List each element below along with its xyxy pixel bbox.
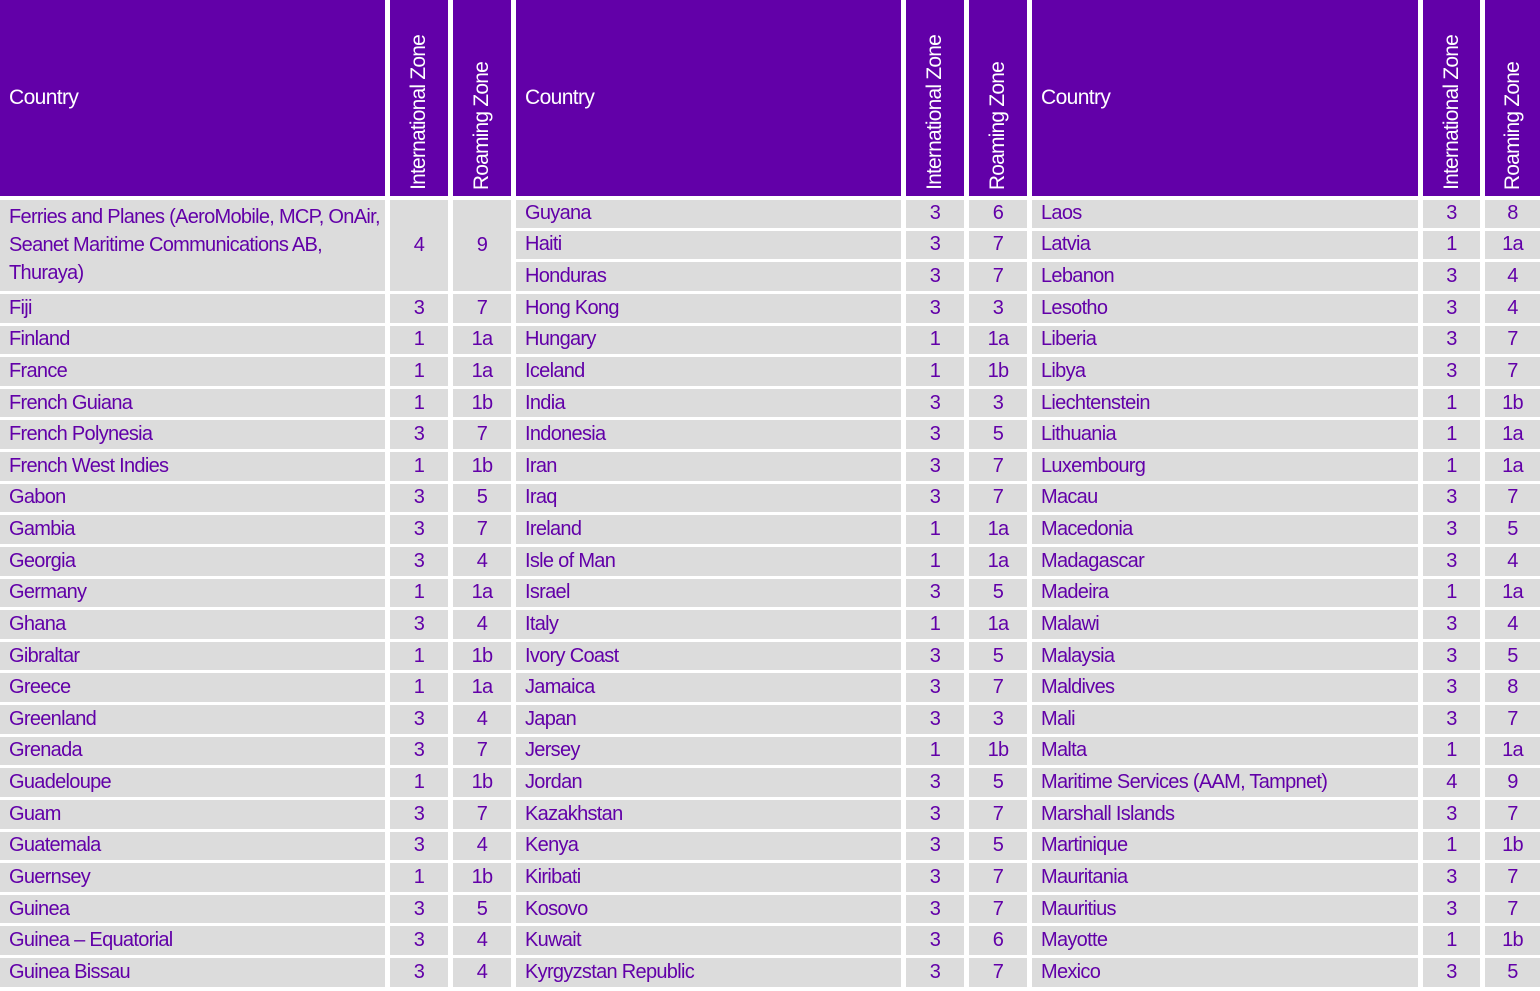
international-zone-cell: 3 [1423, 326, 1480, 355]
header-roaming-zone-label: Roaming Zone [986, 61, 1009, 190]
roaming-zones-table-3 [1032, 0, 1540, 987]
roaming-zone-cell: 1a [969, 515, 1027, 544]
international-zone-cell: 3 [1423, 515, 1480, 544]
header-international-zone [390, 0, 448, 196]
country-cell: Kosovo [516, 895, 901, 924]
roaming-zone-cell: 5 [969, 832, 1027, 861]
international-zone-cell: 1 [390, 863, 448, 892]
roaming-zone-cell: 7 [969, 673, 1027, 702]
header-roaming-zone-label: Roaming Zone [470, 61, 493, 190]
roaming-zone-cell: 5 [453, 484, 511, 513]
header-international-zone-label: International Zone [407, 35, 430, 190]
roaming-zone-cell: 1a [969, 326, 1027, 355]
international-zone-cell: 3 [906, 452, 964, 481]
country-cell: Laos [1032, 200, 1418, 228]
international-zone-cell: 1 [906, 326, 964, 355]
international-zone-cell: 1 [906, 515, 964, 544]
international-zone-cell: 3 [1423, 895, 1480, 924]
roaming-zone-cell: 1a [1485, 737, 1540, 766]
international-zone-cell: 3 [390, 294, 448, 323]
country-cell: Mauritania [1032, 863, 1418, 892]
roaming-zone-cell: 7 [1485, 326, 1540, 355]
country-cell: Malawi [1032, 610, 1418, 639]
country-cell: Ivory Coast [516, 642, 901, 671]
international-zone-cell: 3 [390, 705, 448, 734]
country-cell: Mali [1032, 705, 1418, 734]
international-zone-cell: 3 [1423, 800, 1480, 829]
header-international-zone-label: International Zone [923, 35, 946, 190]
roaming-zone-cell: 7 [1485, 484, 1540, 513]
roaming-zone-cell: 4 [453, 547, 511, 576]
roaming-zone-cell: 6 [969, 926, 1027, 955]
roaming-zone-cell: 1b [453, 389, 511, 418]
roaming-zone-cell: 1b [969, 357, 1027, 386]
country-cell: Grenada [0, 737, 385, 766]
country-cell: Madagascar [1032, 547, 1418, 576]
country-cell: Guadeloupe [0, 768, 385, 797]
country-cell: Jordan [516, 768, 901, 797]
roaming-zone-cell: 5 [969, 420, 1027, 449]
country-cell: Malaysia [1032, 642, 1418, 671]
roaming-zones-table-1 [0, 0, 511, 987]
international-zone-cell: 3 [906, 389, 964, 418]
country-cell: Japan [516, 705, 901, 734]
roaming-zone-cell: 9 [1485, 768, 1540, 797]
international-zone-cell: 3 [1423, 642, 1480, 671]
roaming-zone-cell: 5 [1485, 642, 1540, 671]
country-cell: Finland [0, 326, 385, 355]
country-cell: Guinea [0, 895, 385, 924]
country-cell: Latvia [1032, 231, 1418, 260]
country-cell: Maldives [1032, 673, 1418, 702]
international-zone-cell: 1 [1423, 420, 1480, 449]
country-cell: Liberia [1032, 326, 1418, 355]
roaming-zone-cell: 5 [453, 895, 511, 924]
roaming-zone-cell: 1a [453, 579, 511, 608]
roaming-zone-cell: 7 [969, 484, 1027, 513]
roaming-zone-cell: 7 [1485, 895, 1540, 924]
roaming-zone-cell: 4 [453, 926, 511, 955]
international-zone-cell: 1 [1423, 389, 1480, 418]
roaming-zone-cell: 7 [969, 452, 1027, 481]
country-cell: Kenya [516, 832, 901, 861]
international-zone-cell: 3 [906, 673, 964, 702]
country-cell: Hong Kong [516, 294, 901, 323]
header-roaming-zone-label: Roaming Zone [1500, 61, 1524, 190]
international-zone-cell: 1 [390, 357, 448, 386]
country-cell: Greenland [0, 705, 385, 734]
roaming-zone-cell: 4 [453, 705, 511, 734]
country-cell: Macedonia [1032, 515, 1418, 544]
country-cell: Lithuania [1032, 420, 1418, 449]
country-cell: India [516, 389, 901, 418]
roaming-zone-cell: 1b [1485, 926, 1540, 955]
header-country: Country [516, 0, 901, 196]
international-zone-cell: 1 [390, 389, 448, 418]
roaming-zone-cell: 5 [1485, 515, 1540, 544]
roaming-zone-cell: 4 [1485, 547, 1540, 576]
country-cell: Fiji [0, 294, 385, 323]
country-cell: Honduras [516, 262, 901, 291]
roaming-zone-cell: 9 [453, 200, 511, 291]
country-cell: Haiti [516, 231, 901, 260]
international-zone-cell: 3 [1423, 547, 1480, 576]
international-zone-cell: 1 [1423, 737, 1480, 766]
roaming-zone-cell: 7 [1485, 800, 1540, 829]
international-zone-cell: 3 [906, 484, 964, 513]
international-zone-cell: 1 [906, 357, 964, 386]
international-zone-cell: 1 [390, 642, 448, 671]
roaming-zone-cell: 1a [1485, 452, 1540, 481]
international-zone-cell: 3 [390, 610, 448, 639]
international-zone-cell: 3 [906, 895, 964, 924]
roaming-zone-cell: 1a [1485, 579, 1540, 608]
header-roaming-zone [453, 0, 511, 196]
roaming-zone-cell: 4 [453, 832, 511, 861]
roaming-zone-cell: 1a [969, 547, 1027, 576]
international-zone-cell: 3 [1423, 200, 1480, 228]
roaming-zone-cell: 1a [1485, 420, 1540, 449]
roaming-zone-cell: 3 [969, 294, 1027, 323]
international-zone-cell: 3 [1423, 357, 1480, 386]
international-zone-cell: 3 [1423, 705, 1480, 734]
international-zone-cell: 1 [390, 579, 448, 608]
roaming-zone-cell: 7 [969, 262, 1027, 291]
international-zone-cell: 3 [906, 863, 964, 892]
international-zone-cell: 3 [1423, 484, 1480, 513]
international-zone-cell: 3 [906, 262, 964, 291]
roaming-zone-cell: 5 [1485, 958, 1540, 987]
roaming-zone-cell: 3 [969, 705, 1027, 734]
roaming-zone-cell: 7 [453, 294, 511, 323]
header-international-zone [906, 0, 964, 196]
roaming-zone-cell: 1b [1485, 389, 1540, 418]
country-cell: Guyana [516, 200, 901, 228]
country-cell: Kazakhstan [516, 800, 901, 829]
international-zone-cell: 3 [390, 420, 448, 449]
country-cell: Ghana [0, 610, 385, 639]
roaming-zone-cell: 7 [1485, 705, 1540, 734]
country-cell: Mayotte [1032, 926, 1418, 955]
roaming-zone-cell: 1b [453, 642, 511, 671]
country-cell: French Guiana [0, 389, 385, 418]
international-zone-cell: 3 [906, 642, 964, 671]
country-cell: French Polynesia [0, 420, 385, 449]
international-zone-cell: 4 [1423, 768, 1480, 797]
country-cell: Gibraltar [0, 642, 385, 671]
roaming-zone-cell: 1b [969, 737, 1027, 766]
roaming-zone-cell: 5 [969, 642, 1027, 671]
country-cell: Macau [1032, 484, 1418, 513]
roaming-zone-cell: 1b [453, 768, 511, 797]
country-cell: Martinique [1032, 832, 1418, 861]
international-zone-cell: 1 [906, 610, 964, 639]
header-country: Country [0, 0, 385, 196]
international-zone-cell: 3 [906, 832, 964, 861]
roaming-zone-cell: 7 [1485, 863, 1540, 892]
country-cell: French West Indies [0, 452, 385, 481]
roaming-zone-cell: 7 [969, 895, 1027, 924]
international-zone-cell: 3 [390, 484, 448, 513]
country-cell: Indonesia [516, 420, 901, 449]
roaming-zone-cell: 1b [1485, 832, 1540, 861]
country-cell: Madeira [1032, 579, 1418, 608]
roaming-zone-cell: 7 [969, 231, 1027, 260]
roaming-zone-cell: 7 [453, 737, 511, 766]
header-international-zone-label: International Zone [1439, 35, 1463, 190]
country-cell: Israel [516, 579, 901, 608]
international-zone-cell: 1 [390, 326, 448, 355]
country-cell: Iran [516, 452, 901, 481]
country-cell: Kiribati [516, 863, 901, 892]
international-zone-cell: 1 [906, 737, 964, 766]
international-zone-cell: 3 [1423, 610, 1480, 639]
international-zone-cell: 4 [390, 200, 448, 291]
international-zone-cell: 3 [906, 800, 964, 829]
country-cell: Gambia [0, 515, 385, 544]
international-zone-cell: 1 [1423, 452, 1480, 481]
header-roaming-zone [969, 0, 1027, 196]
country-cell: Guinea Bissau [0, 958, 385, 987]
roaming-zone-cell: 5 [969, 579, 1027, 608]
country-cell: Jamaica [516, 673, 901, 702]
roaming-zone-cell: 1a [453, 326, 511, 355]
country-cell: Liechtenstein [1032, 389, 1418, 418]
roaming-zone-cell: 4 [453, 958, 511, 987]
international-zone-cell: 1 [1423, 579, 1480, 608]
international-zone-cell: 1 [1423, 926, 1480, 955]
country-cell: Italy [516, 610, 901, 639]
country-cell: Malta [1032, 737, 1418, 766]
roaming-zone-cell: 4 [453, 610, 511, 639]
roaming-zones-table-2 [516, 0, 1027, 987]
international-zone-cell: 1 [390, 452, 448, 481]
roaming-zone-cell: 1b [453, 863, 511, 892]
roaming-zone-cell: 1b [453, 452, 511, 481]
country-cell: Ireland [516, 515, 901, 544]
international-zone-cell: 3 [906, 231, 964, 260]
roaming-zone-cell: 4 [1485, 294, 1540, 323]
roaming-zone-cell: 7 [453, 800, 511, 829]
country-cell: Kyrgyzstan Republic [516, 958, 901, 987]
country-cell: Kuwait [516, 926, 901, 955]
international-zone-cell: 3 [390, 547, 448, 576]
international-zone-cell: 3 [390, 832, 448, 861]
international-zone-cell: 1 [1423, 231, 1480, 260]
country-cell: Mexico [1032, 958, 1418, 987]
country-cell: Greece [0, 673, 385, 702]
international-zone-cell: 3 [1423, 262, 1480, 291]
international-zone-cell: 3 [906, 705, 964, 734]
country-cell: Jersey [516, 737, 901, 766]
international-zone-cell: 3 [1423, 673, 1480, 702]
international-zone-cell: 3 [390, 958, 448, 987]
international-zone-cell: 3 [906, 294, 964, 323]
roaming-zone-cell: 7 [969, 863, 1027, 892]
country-cell: Lebanon [1032, 262, 1418, 291]
international-zone-cell: 3 [1423, 863, 1480, 892]
roaming-zone-cell: 8 [1485, 200, 1540, 228]
country-cell: Guinea – Equatorial [0, 926, 385, 955]
country-cell: Marshall Islands [1032, 800, 1418, 829]
international-zone-cell: 1 [1423, 832, 1480, 861]
country-cell: Guam [0, 800, 385, 829]
country-cell: Guatemala [0, 832, 385, 861]
roaming-zone-cell: 1a [453, 357, 511, 386]
roaming-zone-cell: 1a [969, 610, 1027, 639]
international-zone-cell: 3 [1423, 294, 1480, 323]
country-cell: Maritime Services (AAM, Tampnet) [1032, 768, 1418, 797]
roaming-zone-cell: 4 [1485, 262, 1540, 291]
international-zone-cell: 3 [906, 958, 964, 987]
international-zone-cell: 3 [390, 515, 448, 544]
roaming-zone-cell: 1a [453, 673, 511, 702]
international-zone-cell: 3 [906, 926, 964, 955]
international-zone-cell: 3 [906, 579, 964, 608]
country-cell: Gabon [0, 484, 385, 513]
country-cell: Lesotho [1032, 294, 1418, 323]
roaming-zone-cell: 5 [969, 768, 1027, 797]
country-cell: Germany [0, 579, 385, 608]
international-zone-cell: 3 [390, 926, 448, 955]
international-zone-cell: 3 [1423, 958, 1480, 987]
international-zone-cell: 3 [390, 737, 448, 766]
country-cell: Libya [1032, 357, 1418, 386]
international-zone-cell: 1 [390, 673, 448, 702]
header-roaming-zone [1485, 0, 1540, 196]
roaming-zone-cell: 6 [969, 200, 1027, 228]
country-cell: France [0, 357, 385, 386]
roaming-zone-cell: 7 [969, 958, 1027, 987]
header-international-zone [1423, 0, 1480, 196]
roaming-zone-cell: 7 [969, 800, 1027, 829]
international-zone-cell: 3 [906, 420, 964, 449]
country-cell: Mauritius [1032, 895, 1418, 924]
international-zone-cell: 3 [390, 895, 448, 924]
country-cell: Isle of Man [516, 547, 901, 576]
international-zone-cell: 1 [906, 547, 964, 576]
roaming-zone-cell: 4 [1485, 610, 1540, 639]
international-zone-cell: 1 [390, 768, 448, 797]
country-cell: Ferries and Planes (AeroMobile, MCP, OnAir, Seanet Maritime Communications AB, Thuraya) [0, 200, 385, 291]
country-cell: Hungary [516, 326, 901, 355]
country-cell: Guernsey [0, 863, 385, 892]
header-country: Country [1032, 0, 1418, 196]
roaming-zone-cell: 1a [1485, 231, 1540, 260]
international-zone-cell: 3 [906, 200, 964, 228]
roaming-zone-cell: 7 [1485, 357, 1540, 386]
country-cell: Iraq [516, 484, 901, 513]
roaming-zone-cell: 3 [969, 389, 1027, 418]
country-cell: Iceland [516, 357, 901, 386]
international-zone-cell: 3 [390, 800, 448, 829]
roaming-zone-cell: 7 [453, 515, 511, 544]
roaming-zone-cell: 8 [1485, 673, 1540, 702]
country-cell: Georgia [0, 547, 385, 576]
roaming-zone-cell: 7 [453, 420, 511, 449]
country-cell: Luxembourg [1032, 452, 1418, 481]
international-zone-cell: 3 [906, 768, 964, 797]
